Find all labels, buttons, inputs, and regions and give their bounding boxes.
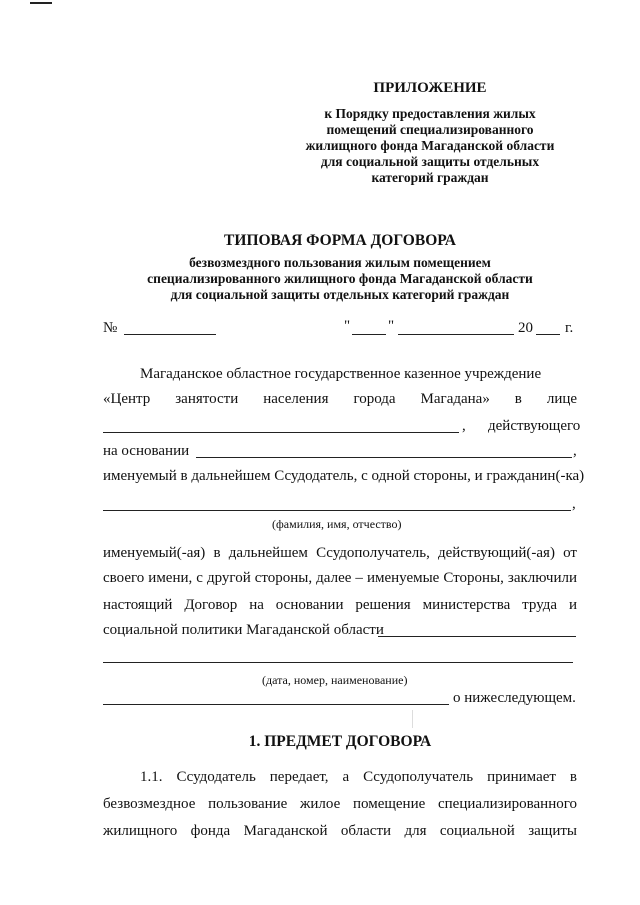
form-subtitle-line: для социальной защиты отдельных категорий граждан [170, 287, 510, 302]
word: «Центр [103, 391, 151, 407]
appendix-line: к Порядку предоставления жилых [324, 106, 536, 121]
body-line-justified: настоящий Договор на основании решения министерства труда и [103, 597, 577, 613]
word: занятости [175, 391, 239, 407]
body-line-justified: безвозмездное пользование жилое помещение специализированного [103, 796, 577, 812]
word: в [514, 391, 522, 407]
appendix-lines [270, 106, 590, 186]
contract-number-label: № [103, 320, 118, 336]
basis-field[interactable] [196, 457, 572, 458]
contract-number-field[interactable] [124, 334, 216, 335]
comma: , [573, 443, 577, 459]
body-line: именуемый в дальнейшем Ссудодатель, с одной стороны, и гражданин(-ка) [103, 468, 585, 484]
appendix-line: жилищного фонда Магаданской области [305, 138, 555, 153]
body-line-justified: жилищного фонда Магаданской области для социальной защиты [103, 823, 577, 839]
body-line-justified: своего имени, с другой стороны, далее – именуемые Стороны, заключили [103, 570, 577, 586]
appendix-line: для социальной защиты отдельных [320, 154, 540, 169]
scan-mark [30, 2, 52, 4]
appendix-heading: ПРИЛОЖЕНИЕ [373, 80, 487, 96]
word: города [353, 391, 396, 407]
body-line-justified: именуемый(-ая) в дальнейшем Ссудополучатель, действующий(-ая) от [103, 545, 577, 561]
form-subtitle [80, 255, 600, 303]
appendix-line: категорий граждан [371, 170, 489, 185]
comma: , [572, 496, 576, 512]
decision-field-end[interactable] [103, 704, 449, 705]
word: лице [546, 391, 578, 407]
decision-caption: (дата, номер, наименование) [262, 673, 408, 687]
citizen-fio-field[interactable] [103, 510, 571, 511]
date-month-field[interactable] [398, 334, 514, 335]
body-line-justified: 1.1. Ссудодатель передает, а Ссудополучатель принимает в [140, 769, 577, 785]
comma: , [462, 418, 466, 434]
form-subtitle-line: безвозмездного пользования жилым помещением [189, 255, 491, 270]
date-close-quote: " [388, 318, 395, 334]
scan-artifact [412, 710, 413, 728]
word: Магадана» [420, 391, 490, 407]
basis-label: на основании [103, 443, 190, 459]
body-line: Магаданское областное государственное казенное учреждение [140, 366, 542, 382]
decision-field[interactable] [378, 636, 576, 637]
date-open-quote: " [344, 318, 351, 334]
form-title: ТИПОВАЯ ФОРМА ДОГОВОРА [224, 232, 456, 249]
date-day-field[interactable] [352, 334, 386, 335]
representative-name-field[interactable] [103, 432, 459, 433]
date-year-field[interactable] [536, 334, 560, 335]
form-title-block [80, 232, 600, 250]
body-line-end: о нижеследующем. [453, 690, 576, 706]
section-title: 1. ПРЕДМЕТ ДОГОВОРА [248, 733, 432, 750]
fio-caption: (фамилия, имя, отчество) [272, 517, 402, 531]
appendix-block [270, 80, 590, 97]
form-subtitle-line: специализированного жилищного фонда Магаданской области [147, 271, 533, 286]
year-prefix: 20 [518, 320, 533, 336]
appendix-line: помещений специализированного [326, 122, 534, 137]
acting-word: действующего [488, 418, 581, 434]
body-line: социальной политики Магаданской области [103, 622, 384, 638]
body-line-justified [103, 391, 577, 408]
decision-field-continued[interactable] [103, 662, 573, 663]
word: населения [263, 391, 329, 407]
year-suffix: г. [565, 320, 574, 336]
